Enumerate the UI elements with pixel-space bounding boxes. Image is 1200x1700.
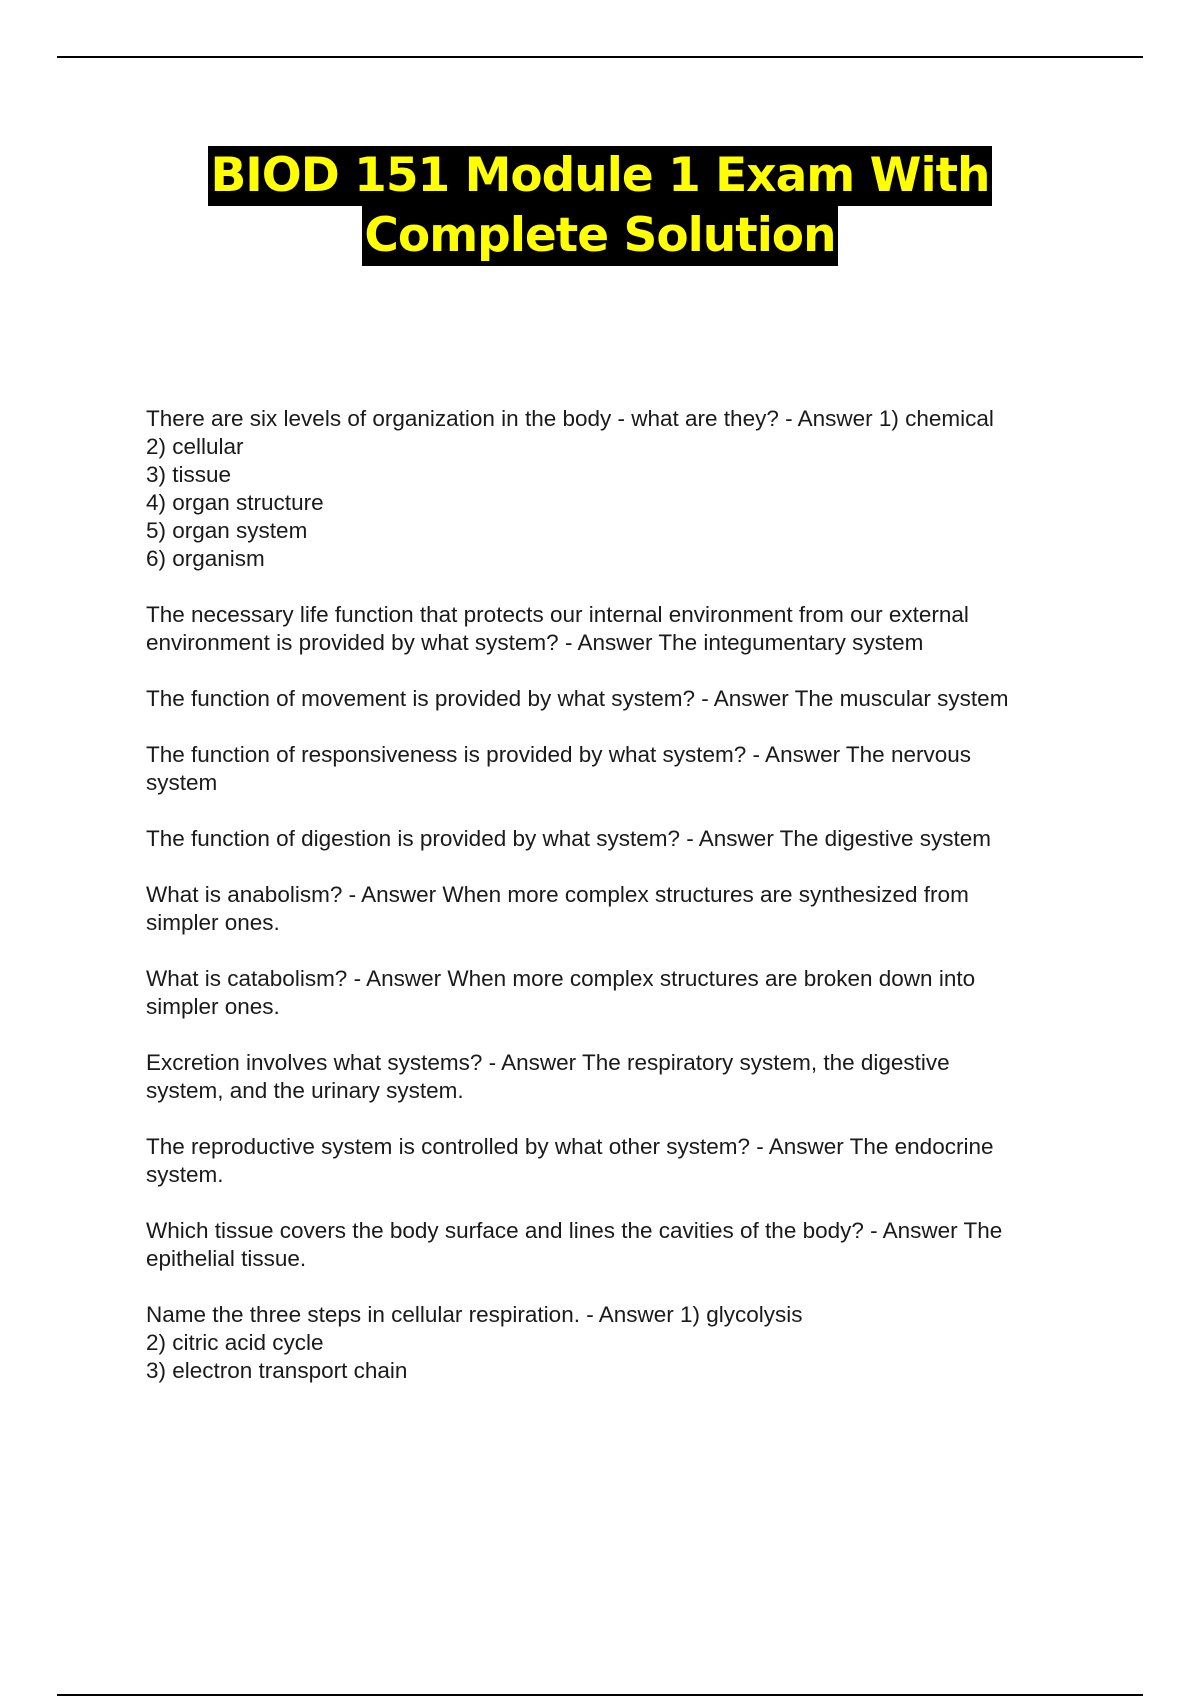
qa-item	[146, 741, 1086, 797]
qa-item	[146, 1049, 1086, 1105]
qa-line: environment is provided by what system? - Answer The integumentary system	[146, 630, 924, 655]
qa-line: The function of digestion is provided by what system? - Answer The digestive system	[146, 826, 991, 851]
qa-line: 2) citric acid cycle	[146, 1330, 324, 1355]
qa-line: The function of movement is provided by what system? - Answer The muscular system	[146, 686, 1009, 711]
qa-line: What is catabolism? - Answer When more complex structures are broken down into	[146, 966, 976, 991]
qa-line: Which tissue covers the body surface and lines the cavities of the body? - Answer The	[146, 1218, 1003, 1243]
qa-line: The reproductive system is controlled by what other system? - Answer The endocrine	[146, 1134, 994, 1159]
qa-line: system	[146, 770, 218, 795]
header-rule	[57, 56, 1143, 58]
qa-line: 3) tissue	[146, 462, 232, 487]
qa-line: system, and the urinary system.	[146, 1078, 464, 1103]
qa-line: 3) electron transport chain	[146, 1358, 408, 1383]
qa-line: 4) organ structure	[146, 490, 324, 515]
qa-item	[146, 881, 1086, 937]
qa-line: The necessary life function that protects our internal environment from our external	[146, 602, 969, 627]
qa-line: Excretion involves what systems? - Answer The respiratory system, the digestive	[146, 1050, 950, 1075]
qa-line: system.	[146, 1162, 224, 1187]
qa-item	[146, 1301, 1086, 1385]
qa-line: What is anabolism? - Answer When more complex structures are synthesized from	[146, 882, 969, 907]
footer-rule	[57, 1694, 1143, 1696]
qa-list	[146, 405, 1086, 1413]
document-title	[0, 146, 1200, 266]
qa-item	[146, 825, 1086, 853]
qa-line: 5) organ system	[146, 518, 308, 543]
qa-line: There are six levels of organization in the body - what are they? - Answer 1) chemical	[146, 406, 994, 431]
qa-item	[146, 1133, 1086, 1189]
qa-line: 6) organism	[146, 546, 265, 571]
title-line-1: BIOD 151 Module 1 Exam With	[208, 146, 991, 206]
qa-item	[146, 965, 1086, 1021]
title-line-2: Complete Solution	[362, 206, 837, 266]
qa-item	[146, 685, 1086, 713]
qa-line: The function of responsiveness is provided by what system? - Answer The nervous	[146, 742, 971, 767]
qa-item	[146, 1217, 1086, 1273]
qa-line: Name the three steps in cellular respiration. - Answer 1) glycolysis	[146, 1302, 803, 1327]
qa-item	[146, 405, 1086, 573]
qa-line: simpler ones.	[146, 994, 280, 1019]
qa-line: epithelial tissue.	[146, 1246, 307, 1271]
qa-line: simpler ones.	[146, 910, 280, 935]
qa-line: 2) cellular	[146, 434, 244, 459]
qa-item	[146, 601, 1086, 657]
